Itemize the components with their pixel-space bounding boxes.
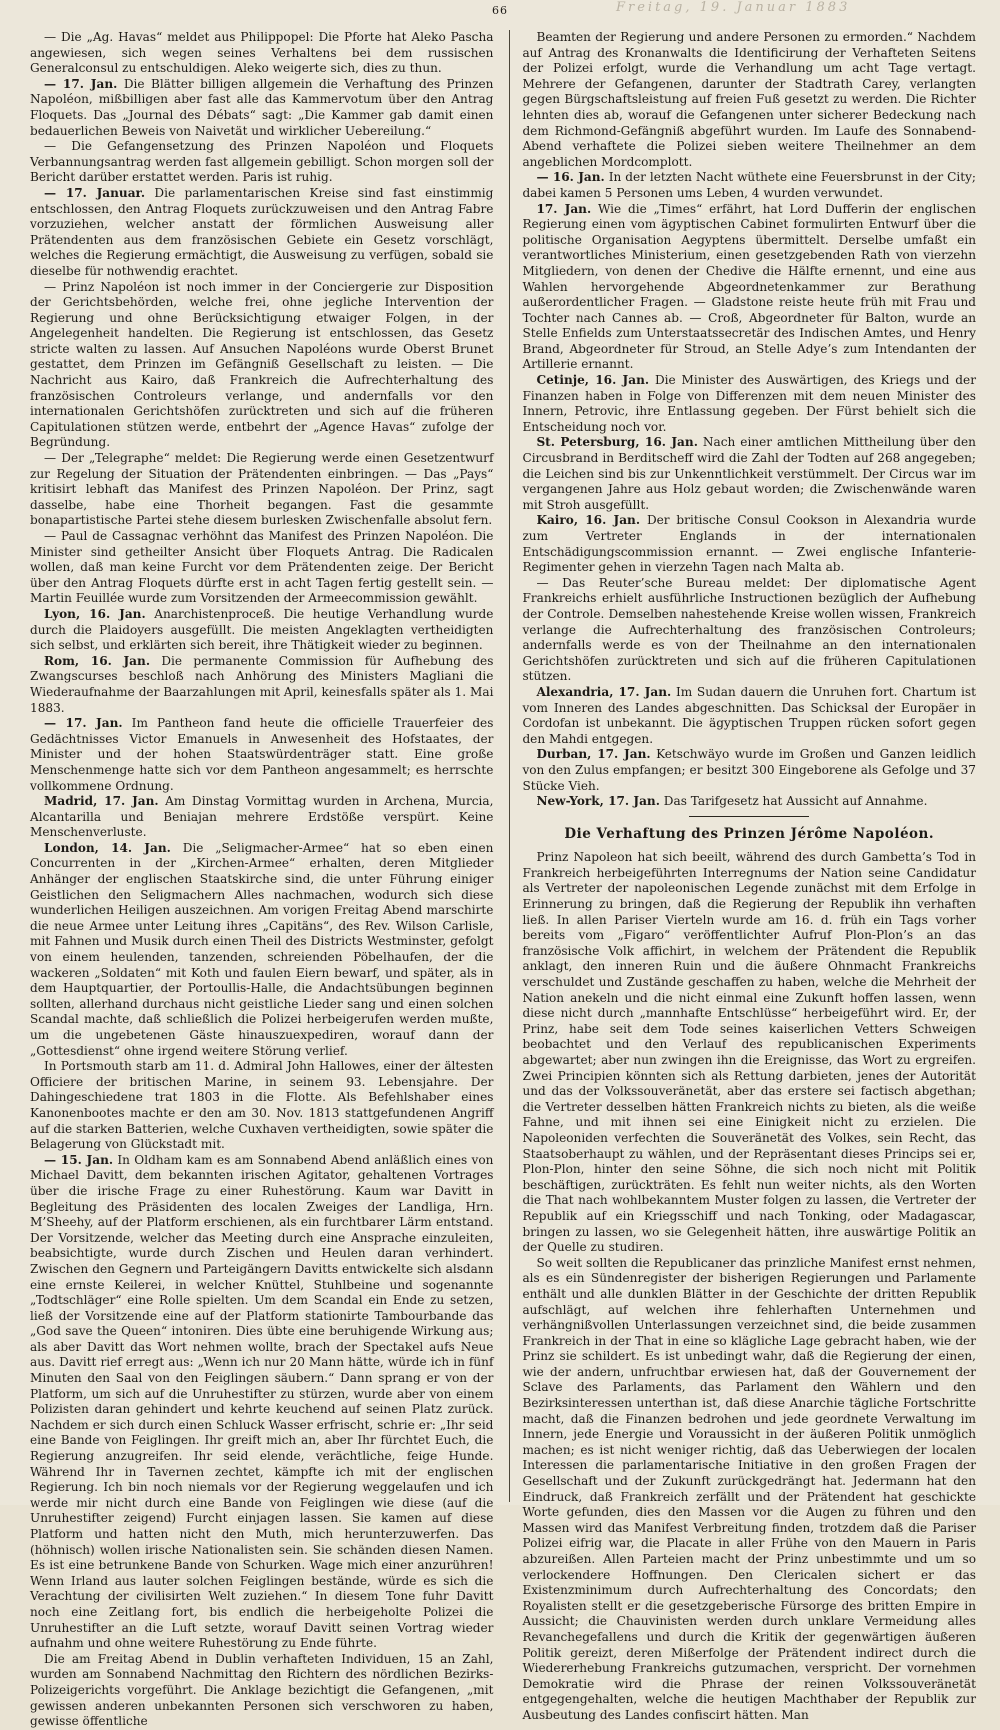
- news-item-text: — Der „Telegraphe“ meldet: Die Regierung werde einen Gesetzentwurf zur Regelung der Situation der Prätendenten einbringen. — Das „Pays“ kritisirt lebhaft das Manifest des Prinzen Napoléon. Der Prinz, sagt dasselbe, habe eine Thorheit begangen. Fast die gesammte bonapartistische Partei stehe diesem burlesken Zwischenfalle absolut fern.: [30, 451, 494, 528]
- news-item-text: Die permanente Commission für Aufhebung des Zwangscurses beschloß nach Anhörung des Ministers Magliani die Wiederaufnahme der Baarzahlungen mit April, keinesfalls später als 1. Mai 1883.: [30, 653, 494, 715]
- news-item-text: Wie die „Times“ erfährt, hat Lord Dufferin der englischen Regierung einen vom ägyptischen Cabinet formulirten Entwurf über die politische Organisation Aegyptens übermittelt. Derselbe umfaßt ein verantwortliches Ministerium, einen gesetzgebenden Rath von vierzehn Mitgliedern, von denen der Chedive die Hälfte ernennt, und eine aus Wahlen hervorgehende Abgeordnetenkammer zur Berathung außerordentlicher Fragen. — Gladstone reiste heute früh mit Frau und Tochter nach Cannes ab. — Croß, Abgeordneter für Balton, wurde an Stelle Enfields zum Unterstaatssecretär des Indischen Amtes, und Henry Brand, Abgeordneter für Stroud, an Stelle Adye’s zum Intendanten der Artillerie ernannt.: [522, 201, 976, 372]
- news-item-text: In der letzten Nacht wüthete eine Feuersbrunst in der City; dabei kamen 5 Personen ums Leben, 4 wurden verwundet.: [522, 170, 976, 200]
- news-item: [30, 1059, 493, 1153]
- news-item: [522, 794, 976, 810]
- article-headline: Die Verhaftung des Prinzen Jérôme Napoléon.: [564, 825, 935, 842]
- news-item-text: Am Dinstag Vormittag wurden in Archena, Murcia, Alcantarilla und Beniajan mehrere Erdstöße verspürt. Keine Menschenverluste.: [30, 794, 494, 840]
- news-item-text: Im Pantheon fand heute die officielle Trauerfeier des Gedächtnisses Victor Emanuels in Anwesenheit des Hofstaates, der Minister und der hohen Staatswürdenträger statt. Eine große Menschenmenge hatte sich vor dem Pantheon angesammelt; es herrschte vollkommene Ordnung.: [30, 716, 494, 793]
- dateline: — 17. Jan.: [44, 716, 123, 731]
- dateline: St. Petersburg, 16. Jan.: [536, 435, 698, 450]
- news-item: [30, 1153, 493, 1652]
- news-item: [30, 1652, 493, 1730]
- news-item: [522, 576, 976, 685]
- page-number: 66: [492, 4, 508, 17]
- dateline: Alexandria, 17. Jan.: [536, 684, 672, 699]
- news-item: [30, 77, 493, 139]
- dateline: — 15. Jan.: [44, 1152, 114, 1167]
- dateline: Rom, 16. Jan.: [44, 653, 151, 668]
- news-item-text: In Oldham kam es am Sonnabend Abend anläßlich eines von Michael Davitt, dem bekannten irischen Agitator, gehaltenen Vortrages über die irische Frage zu einer Ruhestörung. Kaum war Davitt in Begleitung des Präsidenten des localen Zweiges der Landliga, Hrn. M’Sheehy, auf der Platform erschienen, als ein furchtbarer Lärm entstand. Der Vorsitzende, welcher das Meeting durch eine Ansprache einzuleiten, beabsichtigte, wurde durch Zischen und Heulen daran verhindert. Zwischen den Gegnern und Parteigängern Davitts entwickelte sich alsdann eine ernste Keilerei, in welcher Knüttel, Stuhlbeine und sogenannte „Todtschläger“ eine Rolle spielten. Um dem Scandal ein Ende zu setzen, ließ der Vorsitzende eine auf der Platform stationirte Tambourbande das „God save the Queen“ intoniren. Dies übte eine beruhigende Wirkung aus; als aber Davitt das Wort nehmen wollte, brach der Spectakel aufs Neue aus. Davitt rief erregt aus: „Wenn ich nur 20 Mann hätte, würde ich in fünf Minuten den Saal von den Feiglingen säubern.“ Dann sprang er von der Platform, um sich auf die Unruhestifter zu stürzen, wurde aber von einem Polizisten daran gehindert und kehrte keuchend auf seinen Platz zurück. Nachdem er sich durch einen Schluck Wasser erfrischt, schrie er: „Ihr seid eine Bande von Feiglingen. Ihr greift mich an, aber Ihr fürchtet Euch, die Regierung anzugreifen. Ihr seid elende, verächtliche, feige Hunde. Während Ihr in Tavernen zechtet, kämpfte ich mit der englischen Regierung. Ich bin noch niemals vor der Regierung weggelaufen und ich werde mir nicht durch eine Bande von Feiglingen wie diese (auf die Unruhestifter zeigend) Furcht einjagen lassen. Sie kamen auf diese Platform und hatten nicht den Muth, mich herunterzuwerfen. Das (höhnisch) wollen irische Nationalisten sein. Sie schänden diesen Namen. Es ist eine betrunkene Bande von Schurken. Wage mich einer anzurühren! Wenn Irland aus lauter solchen Feiglingen bestände, würde es sich die Verachtung der civilisirten Welt zuziehen.“ In diesem Tone fuhr Davitt noch eine Zeitlang fort, bis endlich die herbeigeholte Polizei die Unruhestifter an die Luft setzte, worauf Davitt seinen Vortrag wieder aufnahm und ohne weitere Ruhestörung zu Ende führte.: [30, 1152, 494, 1651]
- news-item-text: Beamten der Regierung und andere Personen zu ermorden.“ Nachdem auf Antrag des Kronanwalts die Identificirung der Verhafteten Seitens der Polizei erfolgt, wurde die Verhandlung um acht Tage vertagt. Mehrere der Gefangenen, darunter der Stadtrath Carey, verlangten gegen Bürgschaftsleistung auf freien Fuß gesetzt zu werden. Die Richter lehnten dies ab, worauf die Gefangenen unter sicherer Bedeckung nach dem Richmond-Gefängniß abgeführt wurden. Im Laufe des Sonnabend-Abend verhaftete die Polizei sieben weitere Theilnehmer an dem angeblichen Mordcomplott.: [522, 30, 976, 169]
- news-item: [522, 747, 976, 794]
- dateline: — 17. Jan.: [44, 76, 118, 91]
- news-item-text: Nach einer amtlichen Mittheilung über den Circusbrand in Berditscheff wird die Zahl der Todten auf 268 angegeben; die Leichen sind bis zur Unkenntlichkeit verstümmelt. Der Circus war im vergangenen Jahre aus Holz gebaut worden; die Zwischenwände waren mit Stroh ausgefüllt.: [522, 435, 976, 512]
- right-news-items: [522, 30, 976, 810]
- news-item: [30, 529, 493, 607]
- news-item: [30, 280, 493, 452]
- news-item: [522, 513, 976, 575]
- news-item: [30, 716, 493, 794]
- news-item-text: Ketschwäyo wurde im Großen und Ganzen leidlich von den Zulus empfangen; er besitzt 300 Eingeborene als Gefolge und 37 Stücke Vieh.: [522, 747, 976, 793]
- news-item: [30, 654, 493, 716]
- news-item: [30, 451, 493, 529]
- news-item-text: — Die „Ag. Havas“ meldet aus Philippopel: Die Pforte hat Aleko Pascha angewiesen, sich wegen seines Verhaltens bei dem russischen Generalconsul zu entschuldigen. Aleko weigerte sich, dies zu thun.: [30, 30, 494, 76]
- dateline: — 16. Jan.: [536, 170, 605, 185]
- news-item: [30, 186, 493, 280]
- news-item-text: — Prinz Napoléon ist noch immer in der Conciergerie zur Disposition der Gerichtsbehörden, welche frei, ohne jegliche Intervention der Regierung und ohne Berücksichtigung etwaiger Folgen, in der Angelegenheit handelten. Die Regierung ist entschlossen, das Gesetz stricte walten zu lassen. Auf Ansuchen Napoléons wurde Oberst Brunet gestattet, dem Prinzen im Gefängniß Gesellschaft zu leisten. — Die Nachricht aus Kairo, daß Frankreich die Aufrechterhaltung des französischen Controleurs verlange, und andernfalls vor den internationalen Gerichtshöfen zurücktreten und sich auf die früheren Capitulationen stützen werde, entbehrt der „Agence Havas“ zufolge der Begründung.: [30, 279, 494, 450]
- news-item-text: — Paul de Cassagnac verhöhnt das Manifest des Prinzen Napoléon. Die Minister sind getheilter Ansicht über Floquets Antrag. Die Radicalen wollen, daß man keine Furcht vor dem Prätendenten zeige. Der Bericht über den Antrag Floquets dürfte erst in acht Tagen fertig gestellt sein. — Martin Feuillée wurde zum Vorsitzenden der Armeecommission gewählt.: [30, 529, 494, 606]
- dateline: New-York, 17. Jan.: [536, 794, 660, 809]
- article-paragraph: Prinz Napoleon hat sich beeilt, während des durch Gambetta’s Tod in Frankreich herbeigeführten Interregnums der Nation seine Candidatur als Vertreter der napoleonischen Legende zunächst mit dem Erfolge in Erinnerung zu bringen, daß die Regierung der Republik ihn verhaften ließ. In allen Pariser Vierteln wurde am 16. d. früh ein Tags vorher bereits vom „Figaro“ veröffentlichter Aufruf Plon-Plon’s an das französische Volk affichirt, in welchem der Prätendent die Republik anklagt, den inneren Ruin und die äußere Ohnmacht Frankreichs verschuldet und Zustände geschaffen zu haben, welche die Mehrheit der Nation anekeln und die nicht einmal eine Zukunft hoffen lassen, wenn diese nicht durch „mannhafte Entschlüsse“ herbeigeführt wird. Er, der Prinz, habe seit dem Tode seines kaiserlichen Vetters Schweigen beobachtet und den Verlauf des republicanischen Experiments abgewartet; aber nun zwingen ihn die Ereignisse, das Wort zu ergreifen. Zwei Principien könnten sich als Rettung darbieten, jenes der Autorität und das der Volkssouveränetät, aber das erstere sei factisch abgethan; die Vertreter desselben hätten Frankreich nichts zu bieten, als die weiße Fahne, und mit ihnen sei eine Einigkeit nicht zu erzielen. Die Napoleoniden verfechten die Souveränetät des Volkes, sein Recht, das Staatsoberhaupt zu wählen, und der Repräsentant dieses Princips sei er, Plon-Plon, hinter den seine Söhne, die sich noch nicht mit Politik beschäftigen, zurückträten. Es fehlt nun weiter nichts, als den Worten die That nach wohlbekanntem Muster folgen zu lassen, die Vertreter der Republik auf ein Kriegsschiff und nach Tonking, oder Madagascar, bringen zu lassen, wo sie Gelegenheit hätten, ihre auswärtige Politik an der Quelle zu studiren.: [522, 850, 976, 1255]
- news-item: [30, 841, 493, 1059]
- dateline: 17. Jan.: [536, 201, 592, 216]
- right-column: [509, 30, 976, 1722]
- news-item-text: Die am Freitag Abend in Dublin verhafteten Individuen, 15 an Zahl, wurden am Sonnabend Nachmittag den Richtern des nördlichen Bezirks-Polizeigerichts vorgeführt. Die Anklage bezichtigt die Gefangenen, „mit gewissen anderen unbekannten Personen sich verschworen zu haben, gewisse öffentliche: [30, 1651, 494, 1729]
- dateline: Madrid, 17. Jan.: [44, 794, 159, 809]
- news-item: [522, 685, 976, 747]
- news-item: [522, 373, 976, 435]
- article-body: [522, 850, 976, 1723]
- dateline: Durban, 17. Jan.: [536, 747, 651, 762]
- news-item-text: Anarchistenproceß. Die heutige Verhandlung wurde durch die Plaidoyers ausgefüllt. Die meisten Angeklagten vertheidigten sich selbst, und erklärten sich bereit, ihre Thätigkeit wieder zu beginnen.: [30, 606, 494, 653]
- news-item: [30, 139, 493, 186]
- dateline: Cetinje, 16. Jan.: [536, 373, 650, 388]
- news-item-text: — Das Reuter’sche Bureau meldet: Der diplomatische Agent Frankreichs erhielt ausführliche Instructionen bezüglich der Aufhebung der Controle. Demselben nahestehende Kreise wollen wissen, Frankreich verlange die Aufrechterhaltung des französischen Controleurs; andernfalls werde es von der Theilnahme an den internationalen Gerichtshöfen zurücktreten und sich auf die früheren Capitulationen stützen.: [522, 575, 976, 684]
- section-rule: [689, 816, 809, 817]
- dateline: London, 14. Jan.: [44, 840, 171, 855]
- news-item-text: Der britische Consul Cookson in Alexandria wurde zum Vertreter Englands in der internationalen Entschädigungscommission ernannt. — Zwei englische Infanterie-Regimenter gehen in vierzehn Tagen nach Malta ab.: [522, 513, 976, 575]
- news-item-text: Das Tarifgesetz hat Aussicht auf Annahme.: [663, 794, 928, 809]
- news-item-text: Im Sudan dauern die Unruhen fort. Chartum ist vom Inneren des Landes abgeschnitten. Das Schicksal der Europäer in Cordofan ist unbekannt. Die ägyptischen Truppen rücken sofort gegen den Mahdi entgegen.: [522, 684, 976, 746]
- news-item-text: In Portsmouth starb am 11. d. Admiral John Hallowes, einer der ältesten Officiere der britischen Marine, in seinem 93. Lebensjahre. Der Dahingeschiedene trat 1803 in die Flotte. Als Befehlshaber eines Kanonenbootes machte er den am 30. Nov. 1813 stattgefundenen Angriff auf die starken Batterien, welche Cuxhaven vertheidigten, sowie später die Belagerung von Glückstadt mit.: [30, 1059, 494, 1152]
- dateline: Kairo, 16. Jan.: [536, 513, 641, 528]
- news-item-text: Die „Seligmacher-Armee“ hat so eben einen Concurrenten in der „Kirchen-Armee“ erhalten, deren Mitglieder Anhänger der englischen Staatskirche sind, die unter Führung einiger Geistlichen den Seligmachern Alles nachmachen, wodurch sich diese wunderlichen Heiligen auszeichnen. Am vorigen Freitag Abend marschirte die neue Armee unter Leitung ihres „Capitäns“, des Rev. Wilson Carlisle, mit Fahnen und Musik durch einen Theil des Districts Westminster, gefolgt von einem heulenden, tanzenden, schreienden Pöbelhaufen, der die wackeren „Soldaten“ mit Koth und faulen Eiern bewarf, und später, als in dem Hauptquartier, der Portoullis-Halle, die Andachtsübungen beginnen sollten, allerhand durchaus nicht geistliche Lieder sang und einen solchen Scandal machte, daß schließlich die Polizei herbeigerufen werden mußte, um die ungebetenen Gäste hinauszuexpediren, worauf dann der „Gottesdienst“ ohne irgend weitere Störung verlief.: [30, 840, 494, 1058]
- news-item: [522, 435, 976, 513]
- left-column: [30, 30, 494, 1729]
- news-item: [522, 30, 976, 170]
- news-item: [30, 30, 493, 77]
- news-item-text: Die parlamentarischen Kreise sind fast einstimmig entschlossen, den Antrag Floquets zurückzuweisen und den Antrag Fabre vorzuziehen, welcher anstatt der förmlichen Ausweisung aller Prätendenten aus dem französischen Gebiete ein Gesetz vorschlägt, welches die Regierung ermächtigt, die Ausweisung zu verfügen, sobald sie dieselbe für nothwendig erachtet.: [30, 185, 494, 278]
- page-columns: [30, 30, 976, 1729]
- news-item: [30, 794, 493, 841]
- news-item-text: — Die Gefangensetzung des Prinzen Napoléon und Floquets Verbannungsantrag werden fast allgemein gebilligt. Schon morgen soll der Bericht darüber erstattet werden. Paris ist ruhig.: [30, 139, 494, 185]
- news-item: [30, 607, 493, 654]
- article-paragraph: So weit sollten die Republicaner das prinzliche Manifest ernst nehmen, als es ein Sündenregister der bisherigen Regierungen und Parlamente enthält und alle dunklen Blätter in der Geschichte der dritten Republik aufschlägt, auf welchen ihre fehlerhaften Unternehmen und verhängnißvollen Unterlassungen verzeichnet sind, die beide zusammen Frankreich in der That in eine so klägliche Lage gebracht haben, wie der Prinz sie schildert. Es ist unbedingt wahr, daß die Regierung der einen, wie der andern, unfruchtbar erwiesen hat, daß der Gouvernement der Sclave des Parlaments, das Parlament den Wählern und den Bezirksinteressen unterthan ist, daß diese Anarchie tägliche Fortschritte macht, daß die Finanzen bedrohen und jede geordnete Verwaltung im Innern, jede Energie und Voraussicht in der äußeren Politik unmöglich machen; es ist nicht weniger richtig, daß das Ueberwiegen der localen Interessen die parlamentarische Initiative in den großen Fragen der Gesellschaft und der Zukunft zurückgedrängt hat. Jedermann hat den Eindruck, daß Frankreich zerfällt und der Prätendent hat geschickte Worte gefunden, dies den Massen vor die Augen zu führen und den Massen wird das Manifest Verbreitung finden, trotzdem daß die Pariser Polizei eifrig war, die Placate in aller Frühe von den Mauern in Paris abzureißen. Allen Parteien macht der Prinz unbestimmte und um so verlockendere Hoffnungen. Den Clericalen sichert er das Existenzminimum durch Aufrechterhaltung des Concordats; den Royalisten stellt er die gesetzgeberische Fürsorge des britten Empire in Aussicht; die Chauvinisten werden durch unklare Vermeidung alles Revanchegefallens und durch die Kritik der gegenwärtigen äußeren Politik gereizt, deren Mißerfolge der Prätendent indirect durch die Wiedererhebung Frankreichs gutzumachen, verspricht. Der vornehmen Demokratie wird die Phrase der reinen Volkssouveränetät entgegengehalten, welche die heutigen Machthaber der Republik zur Ausbeutung des Landes confiscirt hätten. Man: [522, 1255, 976, 1722]
- dateline: — 17. Januar.: [44, 185, 146, 200]
- dateline: Lyon, 16. Jan.: [44, 606, 146, 621]
- bleed-through-text: Freitag, 19. Januar 1883: [616, 0, 851, 15]
- news-item-text: Die Minister des Auswärtigen, des Kriegs und der Finanzen haben in Folge von Differenzen mit dem neuen Minister des Innern, Petrovic, ihre Entlassung gegeben. Der Fürst behielt sich die Entscheidung noch vor.: [522, 373, 976, 434]
- news-item-text: Die Blätter billigen allgemein die Verhaftung des Prinzen Napoléon, mißbilligen aber fast alle das Kammervotum über den Antrag Floquets. Das „Journal des Débats“ sagt: „Die Kammer gab damit einen bedauerlichen Beweis von Naivetät und wirklicher Uebereilung.“: [30, 76, 494, 138]
- news-item: [522, 170, 976, 201]
- news-item: [522, 202, 976, 374]
